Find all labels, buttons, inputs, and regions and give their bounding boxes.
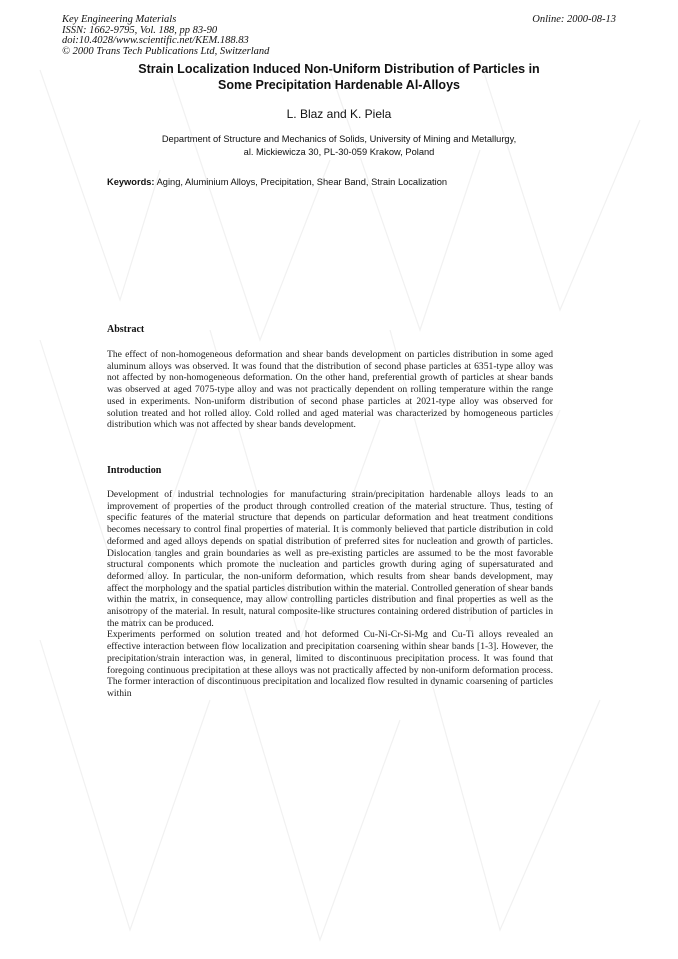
introduction-paragraph-2: Experiments performed on solution treated and hot deformed Cu-Ni-Cr-Si-Mg and Cu-Ti alloys revealed an effective interaction between flow localization and precipitation coarsening within shear bands [1-3]. However, the precipitation/strain interaction was, in general, limited to discontinuous precipitation process. It was found that foregoing continuous precipitation at these alloys was not practically affected by non-uniform deformation process. The former interaction of discontinuous precipitation and localized flow resulted in dynamic coarsening of particles within (107, 629, 553, 699)
journal-name: Key Engineering Materials (62, 14, 177, 25)
abstract-heading: Abstract (107, 324, 145, 335)
authors: L. Blaz and K. Piela (286, 107, 392, 121)
abstract-paragraph: The effect of non-homogeneous deformation and shear bands development on particles distribution in some aged aluminum alloys was observed. It was found that the distribution of second phase particles at 6351-type alloy was not affected by non-homogeneous deformation. On the other hand, preferential growth of particles at shear bands was observed at aged 7075-type alloy and was not practically dependent on rolling temperature within the range used in experiments. Non-uniform distribution of second phase particles at 2021-type alloy was observed for solution treated and hot rolled alloy. Cold rolled and aged material was characterized by homogeneous particles distribution which was not affected by shear bands development. (107, 349, 553, 431)
title-line-1: Strain Localization Induced Non-Uniform Distribution of Particles in (138, 62, 540, 76)
paper-title (60, 62, 618, 93)
issn-line: ISSN: 1662-9795, Vol. 188, pp 83-90 (62, 24, 218, 36)
introduction-heading: Introduction (107, 465, 162, 476)
affiliation-line-1: Department of Structure and Mechanics of Solids, University of Mining and Metallurgy, (161, 134, 517, 144)
affiliation (60, 133, 618, 158)
online-date: Online: 2000-08-13 (532, 14, 616, 25)
introduction-paragraph-1: Development of industrial technologies for manufacturing strain/precipitation hardenable alloys leads to an improvement of properties of the product through controlled creation of the material structure. Thus, testing of specific features of the material structure that depends on particular deformation and heat treatment conditions becomes necessary to control final properties of material. It is commonly believed that particle distribution in cold deformed and aged alloys depends on spatial distribution of preferred sites for nucleation and growth of particles. Dislocation tangles and grain boundaries as well as pre-existing particles are assumed to be the most favorable structural components which promote the nucleation and particles growth during aging of supersaturated and deformed alloy. In particular, the non-uniform deformation, which results from shear bands development, may affect the morphology and the spatial particles distribution within the material. Controlled generation of shear bands within the matrix, in consequence, may allow controlling particles distribution and final properties as well as the anisotropy of the material. In result, natural composite-like structures containing ordered distribution of particles in the matrix can be produced. (107, 489, 553, 629)
abstract-text (107, 349, 553, 431)
introduction-text (107, 489, 553, 700)
keywords (107, 176, 627, 188)
title-line-2: Some Precipitation Hardenable Al-Alloys (218, 77, 460, 92)
keywords-label: Keywords: (107, 177, 155, 187)
doi-line: doi:10.4028/www.scientific.net/KEM.188.83 (62, 35, 249, 46)
journal-meta (62, 15, 269, 57)
affiliation-line-2: al. Mickiewicza 30, PL-30-059 Krakow, Poland (243, 146, 435, 157)
copyright-line: © 2000 Trans Tech Publications Ltd, Switzerland (62, 45, 270, 57)
keywords-text: Aging, Aluminium Alloys, Precipitation, Shear Band, Strain Localization (156, 177, 448, 187)
